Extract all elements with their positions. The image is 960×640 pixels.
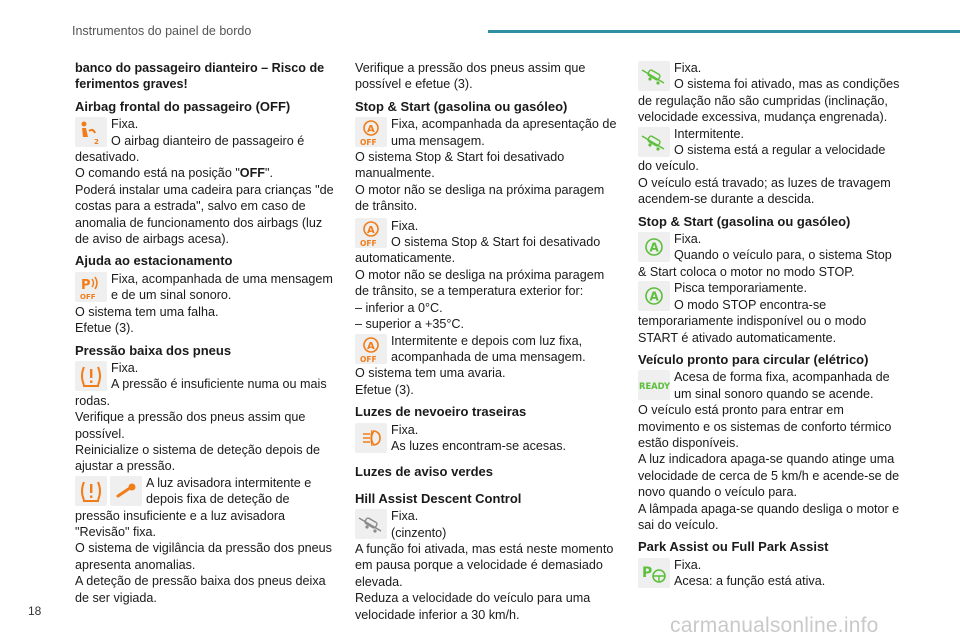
hill-active-state: Fixa. [674, 61, 702, 75]
svg-text:P: P [642, 564, 653, 581]
hill-regulating-desc: O sistema está a regular a velocidade do veículo. [638, 143, 886, 174]
stop-start-1-effect: O motor não se desliga na próxima paragem de trânsito. [355, 182, 605, 214]
rear-fog-light-icon [355, 423, 387, 453]
section-title-parking: Ajuda ao estacionamento [75, 253, 233, 269]
svg-text:A: A [367, 224, 375, 236]
temperature-low: – inferior a 0°C. [355, 300, 443, 315]
tyre-service-icons [75, 476, 142, 506]
stop-start-2-effect: O motor não se desliga na próxima paragem de trânsito, se a temperatura exterior for: [355, 267, 605, 299]
running-header: Instrumentos do painel de bordo [72, 24, 252, 38]
parking-fault: O sistema tem uma falha. [75, 304, 219, 319]
header-rule [488, 30, 960, 33]
airbag-note: Poderá instalar uma cadeira para crianças "de costas para a estrada", salvo em caso de anomalia de funcionamento dos airbags (luz de aviso de airbags acesa). [75, 182, 334, 247]
parking-desc: Fixa, acompanhada de uma mensagem e de um sinal sonoro. [111, 271, 333, 303]
hill-descent-icon-green [638, 61, 670, 91]
tyre-system-fault: O sistema de vigilância da pressão dos pneus apresenta anomalias. [75, 541, 332, 572]
column-1 [75, 60, 337, 606]
stop-start-off-icon [355, 218, 387, 248]
park-assist-icon [638, 558, 670, 588]
tyre-check: Verifique a pressão dos pneus assim que possível. [75, 410, 306, 441]
hill-desc: A função foi ativada, mas está neste momento em pausa porque a velocidade é demasiado elevada. [355, 541, 614, 589]
tyre-pressure-icon [75, 476, 107, 506]
svg-text:READY: READY [639, 381, 670, 392]
parking-aid-off-icon [75, 272, 107, 302]
tyre-not-monitored: A deteção de pressão baixa dos pneus deixa de ser vigiada. [75, 574, 326, 605]
ready-state: Acesa de forma fixa, acompanhada de um sinal sonoro quando se acende. [674, 370, 890, 401]
svg-text:A: A [649, 240, 659, 255]
rear-fog-desc: As luzes encontram-se acesas. [391, 438, 566, 453]
park-assist-state: Fixa. [674, 557, 702, 572]
ready-off-speed: A luz indicadora apaga-se quando atinge uma velocidade de cerca de 5 km/h e acende-se de novo quando o veículo para. [638, 452, 900, 500]
airbag-position: O comando está na posição "OFF". [75, 166, 273, 181]
section-title-airbag: Airbag frontal do passageiro (OFF) [75, 98, 291, 114]
column-2 [355, 60, 617, 623]
svg-text:P: P [81, 277, 91, 293]
stop-start-blink-desc: O modo STOP encontra-se temporariamente indisponível ou o modo START é ativado automaticamente. [638, 297, 867, 345]
ready-icon [638, 370, 670, 400]
svg-text:A: A [367, 340, 375, 352]
stop-start-active-icon [638, 232, 670, 262]
tyre-continued: Verifique a pressão dos pneus assim que possível e efetue (3). [355, 61, 586, 92]
stop-start-3-desc: Intermitente e depois com luz fixa, acompanhada de uma mensagem. [391, 333, 586, 364]
airbag-state: Fixa. [111, 117, 139, 132]
stop-start-2-reason: O sistema Stop & Start foi desativado automaticamente. [355, 235, 601, 266]
section-title-park-assist: Park Assist ou Full Park Assist [638, 539, 829, 555]
hill-action: Reduza a velocidade do veículo para uma velocidade inferior a 30 km/h. [355, 591, 591, 622]
rear-fog-state: Fixa. [391, 422, 419, 437]
ready-off-exit: A lâmpada apaga-se quando desliga o motor e sai do veículo. [638, 501, 900, 532]
stop-start-1-reason: O sistema Stop & Start foi desativado manualmente. [355, 150, 565, 181]
hill-colour: (cinzento) [391, 525, 447, 540]
stop-start-green-state: Fixa. [674, 232, 702, 247]
airbag-desc: O airbag dianteiro de passageiro é desativado. [75, 133, 305, 165]
tyre-state: Fixa. [111, 360, 139, 375]
stop-start-2-state: Fixa. [391, 218, 419, 233]
section-title-hill-assist: Hill Assist Descent Control [355, 490, 522, 506]
hill-descent-icon-grey [355, 509, 387, 539]
stop-start-3-action: Efetue (3). [355, 382, 414, 397]
tyre-pressure-icon [75, 361, 107, 391]
stop-start-3-fault: O sistema tem uma avaria. [355, 366, 506, 381]
tyre-desc: A pressão é insuficiente numa ou mais rodas. [75, 377, 327, 408]
stop-start-off-icon [355, 117, 387, 147]
warning-lead: banco do passageiro dianteiro – Risco de ferimentos graves! [75, 61, 325, 92]
section-title-green-lights: Luzes de aviso verdes [355, 464, 494, 480]
svg-text:OFF: OFF [360, 238, 377, 248]
section-title-stop-start-green: Stop & Start (gasolina ou gasóleo) [638, 213, 851, 229]
section-title-ready: Veículo pronto para circular (elétrico) [638, 351, 869, 367]
hill-braked-desc: O veículo está travado; as luzes de travagem acendem-se durante a descida. [638, 175, 891, 207]
stop-start-off-icon [355, 334, 387, 364]
temperature-high: – superior a +35°C. [355, 317, 464, 332]
stop-start-1-desc: Fixa, acompanhada da apresentação de uma mensagem. [391, 117, 617, 148]
service-wrench-icon [110, 476, 142, 506]
tyre-service-desc: A luz avisadora intermitente e depois fixa de deteção de pressão insuficiente e a luz avisadora "Revisão" fixa. [75, 475, 312, 539]
section-title-rear-fog: Luzes de nevoeiro traseiras [355, 404, 527, 420]
svg-text:OFF: OFF [360, 138, 377, 148]
tyre-reset: Reinicialize o sistema de deteção depois de ajustar a pressão. [75, 442, 321, 474]
parking-action: Efetue (3). [75, 321, 134, 336]
svg-text:OFF: OFF [80, 292, 96, 301]
airbag-off-icon [75, 117, 107, 147]
svg-text:OFF: OFF [360, 354, 377, 364]
hill-descent-icon-green [638, 127, 670, 157]
svg-text:A: A [367, 124, 375, 136]
section-title-stop-start: Stop & Start (gasolina ou gasóleo) [355, 98, 568, 114]
stop-start-green-desc: Quando o veículo para, o sistema Stop & Start coloca o motor no modo STOP. [638, 248, 892, 279]
watermark: carmanualsonline.info [670, 614, 879, 637]
hill-state: Fixa. [391, 509, 419, 524]
hill-regulating-state: Intermitente. [674, 126, 744, 141]
column-3 [638, 60, 900, 590]
page-number: 18 [28, 604, 42, 618]
svg-text:2: 2 [94, 138, 99, 147]
ready-desc: O veículo está pronto para entrar em movimento e os sistemas de conforto térmico estão disponíveis. [638, 403, 892, 450]
stop-start-blink-state: Pisca temporariamente. [674, 281, 807, 296]
section-title-tyre: Pressão baixa dos pneus [75, 342, 232, 358]
svg-text:A: A [649, 289, 659, 304]
hill-active-desc: O sistema foi ativado, mas as condições de regulação não são cumpridas (inclinação, velocidade excessiva, mudança engrenada). [638, 77, 900, 125]
park-assist-desc: Acesa: a função está ativa. [674, 574, 826, 589]
stop-start-active-icon [638, 281, 670, 311]
